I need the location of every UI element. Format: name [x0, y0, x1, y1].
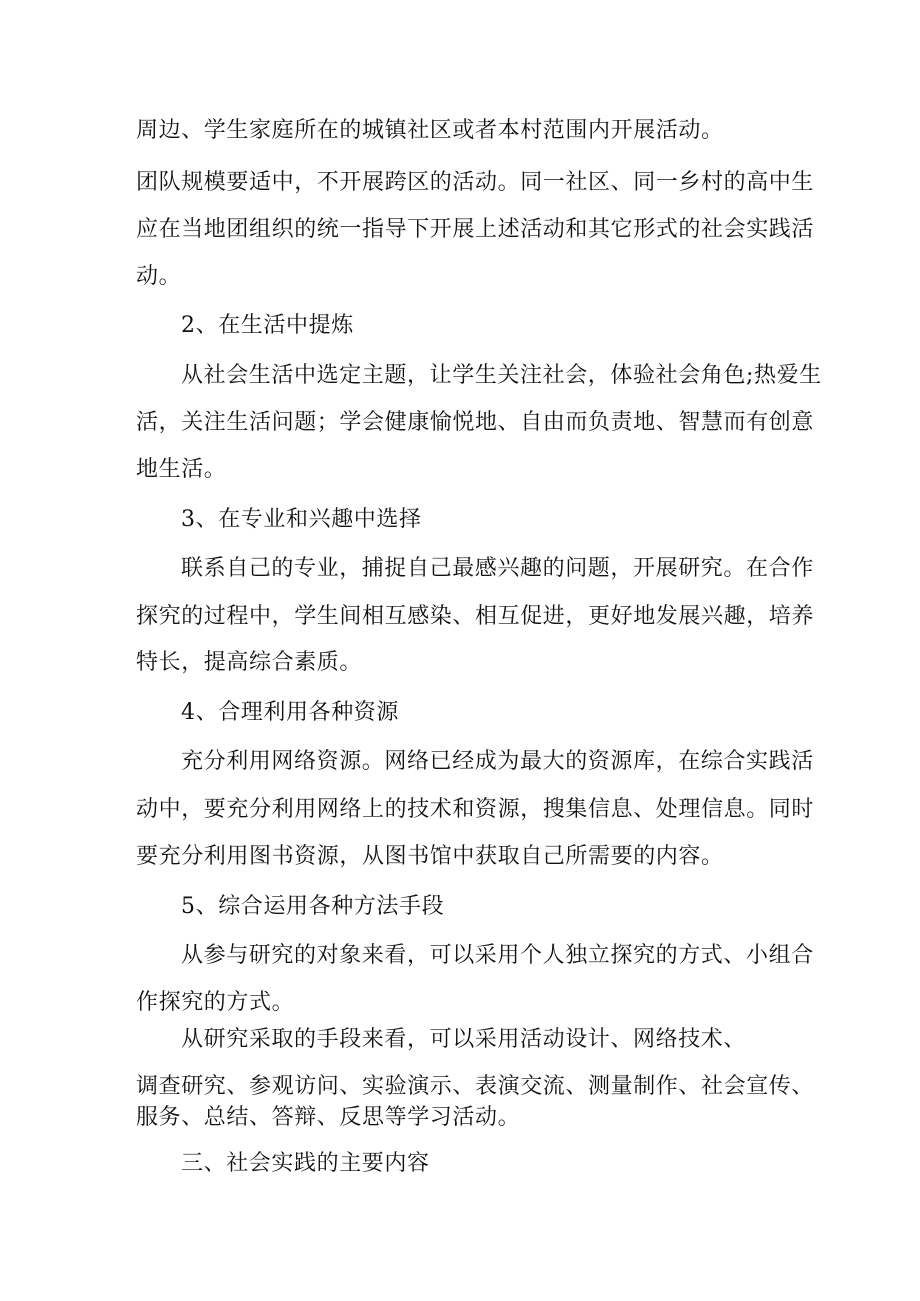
paragraph-line: 特长，提高综合素质。: [136, 650, 363, 675]
paragraph-line: 从研究采取的手段来看，可以采用活动设计、网络技术、: [181, 1027, 747, 1052]
paragraph-line: 要充分利用图书资源，从图书馆中获取自己所需要的内容。: [136, 844, 724, 869]
paragraph-line: 活，关注生活问题；学会健康愉悦地、自由而负责地、智慧而有创意: [136, 410, 815, 435]
paragraph-line: 动中，要充分利用网络上的技术和资源，搜集信息、处理信息。同时: [136, 797, 815, 822]
paragraph-line: 服务、总结、答辩、反思等学习活动。: [136, 1105, 521, 1130]
section-heading: 5、综合运用各种方法手段: [181, 894, 445, 919]
section-heading: 3、在专业和兴趣中选择: [181, 507, 422, 532]
paragraph-line: 作探究的方式。: [136, 990, 295, 1015]
paragraph-line: 调查研究、参观访问、实验演示、表演交流、测量制作、社会宣传、: [136, 1074, 815, 1099]
section-heading: 2、在生活中提炼: [181, 313, 354, 338]
paragraph-line: 从参与研究的对象来看，可以采用个人独立探究的方式、小组合: [181, 943, 814, 968]
paragraph-line: 动。: [136, 264, 182, 289]
paragraph-line: 周边、学生家庭所在的城镇社区或者本村范围内开展活动。: [136, 118, 724, 143]
section-heading: 三、社会实践的主要内容: [181, 1151, 430, 1176]
paragraph-line: 团队规模要适中，不开展跨区的活动。同一社区、同一乡村的高中生: [136, 170, 815, 195]
paragraph-line: 应在当地团组织的统一指导下开展上述活动和其它形式的社会实践活: [136, 217, 815, 242]
paragraph-line: 地生活。: [136, 457, 227, 482]
paragraph-line: 从社会生活中选定主题，让学生关注社会，体验社会角色;热爱生: [181, 363, 822, 388]
paragraph-line: 探究的过程中，学生间相互感染、相互促进，更好地发展兴趣，培养: [136, 604, 815, 629]
section-heading: 4、合理利用各种资源: [181, 700, 399, 725]
paragraph-line: 联系自己的专业，捕捉自己最感兴趣的问题，开展研究。在合作: [181, 556, 814, 581]
paragraph-line: 充分利用网络资源。网络已经成为最大的资源库，在综合实践活: [181, 749, 814, 774]
